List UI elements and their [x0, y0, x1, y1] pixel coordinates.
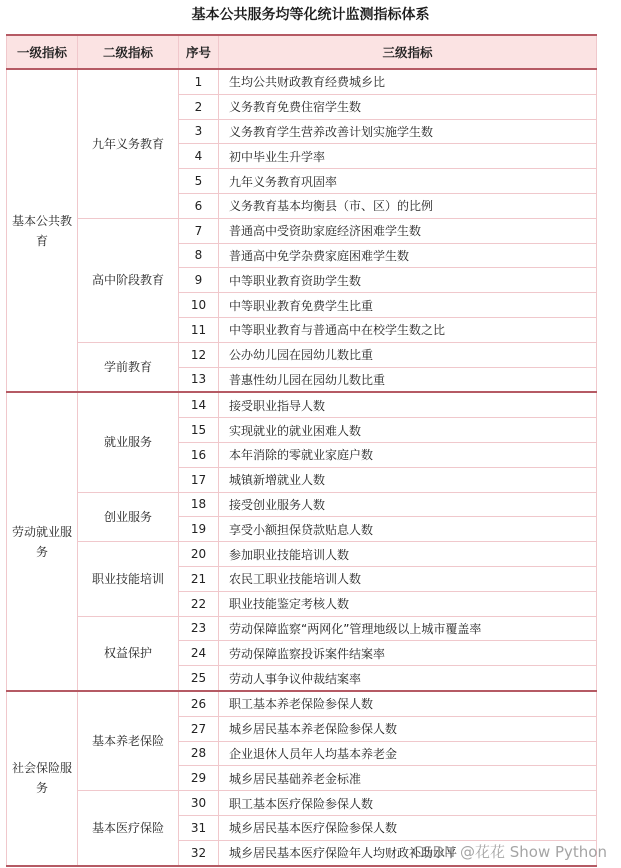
level3-indicator: 农民工职业技能培训人数 — [219, 566, 597, 591]
table-row — [7, 691, 597, 716]
level2-cell: 职业技能培训 — [78, 542, 179, 616]
row-number: 14 — [179, 392, 219, 417]
row-number: 16 — [179, 442, 219, 467]
level3-indicator: 接受创业服务人数 — [219, 492, 597, 517]
level2-cell: 基本养老保险 — [78, 691, 179, 791]
row-number: 24 — [179, 641, 219, 666]
table-row — [7, 218, 597, 243]
level2-cell: 高中阶段教育 — [78, 218, 179, 342]
level3-indicator: 实现就业的就业困难人数 — [219, 418, 597, 443]
row-number: 6 — [179, 193, 219, 218]
row-number: 9 — [179, 268, 219, 293]
level3-indicator: 普通高中免学杂费家庭困难学生数 — [219, 243, 597, 268]
level3-indicator: 职工基本养老保险参保人数 — [219, 691, 597, 716]
row-number: 28 — [179, 741, 219, 766]
header-level1: 一级指标 — [7, 35, 78, 69]
level3-indicator: 中等职业教育资助学生数 — [219, 268, 597, 293]
row-number: 26 — [179, 691, 219, 716]
level1-label: 劳动就业服务 — [12, 524, 73, 559]
row-number: 8 — [179, 243, 219, 268]
indicator-table — [6, 34, 597, 867]
level3-indicator: 本年消除的零就业家庭户数 — [219, 442, 597, 467]
row-number: 11 — [179, 317, 219, 342]
header-row — [7, 35, 597, 69]
page-title: 基本公共服务均等化统计监测指标体系 — [191, 7, 430, 23]
level3-indicator: 城镇新增就业人数 — [219, 467, 597, 492]
row-number: 25 — [179, 666, 219, 691]
header-no: 序号 — [179, 35, 219, 69]
row-number: 10 — [179, 293, 219, 318]
level3-indicator: 劳动保障监察投诉案件结案率 — [219, 641, 597, 666]
row-number: 19 — [179, 517, 219, 542]
row-number: 21 — [179, 566, 219, 591]
level3-indicator: 义务教育免费住宿学生数 — [219, 94, 597, 119]
level2-cell: 就业服务 — [78, 392, 179, 492]
table-body — [7, 69, 597, 866]
table-row — [7, 392, 597, 417]
level2-cell: 学前教育 — [78, 342, 179, 392]
header-level3: 三级指标 — [219, 35, 597, 69]
row-number: 4 — [179, 144, 219, 169]
level3-indicator: 参加职业技能培训人数 — [219, 542, 597, 567]
level3-indicator: 职业技能鉴定考核人数 — [219, 591, 597, 616]
row-number: 2 — [179, 94, 219, 119]
level3-indicator: 享受小额担保贷款贴息人数 — [219, 517, 597, 542]
level3-indicator: 企业退休人员年人均基本养老金 — [219, 741, 597, 766]
row-number: 22 — [179, 591, 219, 616]
level3-indicator: 城乡居民基本医疗保险参保人数 — [219, 815, 597, 840]
level1-label: 社会保险服务 — [12, 761, 73, 796]
level2-cell: 创业服务 — [78, 492, 179, 542]
level3-indicator: 普通高中受资助家庭经济困难学生数 — [219, 218, 597, 243]
table-row — [7, 69, 597, 94]
row-number: 32 — [179, 840, 219, 865]
level3-indicator: 中等职业教育免费学生比重 — [219, 293, 597, 318]
row-number: 20 — [179, 542, 219, 567]
row-number: 18 — [179, 492, 219, 517]
level3-indicator: 九年义务教育巩固率 — [219, 169, 597, 194]
level3-indicator: 义务教育基本均衡县（市、区）的比例 — [219, 193, 597, 218]
level2-cell: 权益保护 — [78, 616, 179, 691]
table-row — [7, 791, 597, 816]
level3-indicator: 城乡居民基本养老保险参保人数 — [219, 716, 597, 741]
level3-indicator: 城乡居民基础养老金标准 — [219, 766, 597, 791]
level1-cell — [7, 392, 78, 691]
row-number: 5 — [179, 169, 219, 194]
level1-cell — [7, 69, 78, 392]
table-row — [7, 542, 597, 567]
level3-indicator: 城乡居民基本医疗保险年人均财政补助水平 — [219, 840, 597, 865]
row-number: 17 — [179, 467, 219, 492]
header-level2: 二级指标 — [78, 35, 179, 69]
row-number: 23 — [179, 616, 219, 641]
level3-indicator: 公办幼儿园在园幼儿数比重 — [219, 342, 597, 367]
watermark: CSDN @花花 Show Python — [412, 843, 607, 861]
level3-indicator: 劳动保障监察“两网化”管理地级以上城市覆盖率 — [219, 616, 597, 641]
row-number: 27 — [179, 716, 219, 741]
row-number: 3 — [179, 119, 219, 144]
level3-indicator: 义务教育学生营养改善计划实施学生数 — [219, 119, 597, 144]
level3-indicator: 接受职业指导人数 — [219, 392, 597, 417]
level3-indicator: 初中毕业生升学率 — [219, 144, 597, 169]
row-number: 12 — [179, 342, 219, 367]
level3-indicator: 中等职业教育与普通高中在校学生数之比 — [219, 317, 597, 342]
row-number: 1 — [179, 69, 219, 94]
level3-indicator: 劳动人事争议仲裁结案率 — [219, 666, 597, 691]
row-number: 29 — [179, 766, 219, 791]
level1-label: 基本公共教育 — [12, 213, 73, 248]
row-number: 31 — [179, 815, 219, 840]
row-number: 13 — [179, 367, 219, 392]
table-row — [7, 492, 597, 517]
table-row — [7, 342, 597, 367]
row-number: 30 — [179, 791, 219, 816]
level2-cell: 九年义务教育 — [78, 69, 179, 218]
row-number: 7 — [179, 218, 219, 243]
row-number: 15 — [179, 418, 219, 443]
level3-indicator: 职工基本医疗保险参保人数 — [219, 791, 597, 816]
level2-cell: 基本医疗保险 — [78, 791, 179, 866]
level3-indicator: 生均公共财政教育经费城乡比 — [219, 69, 597, 94]
level3-indicator: 普惠性幼儿园在园幼儿数比重 — [219, 367, 597, 392]
level1-cell — [7, 691, 78, 866]
table-row — [7, 616, 597, 641]
